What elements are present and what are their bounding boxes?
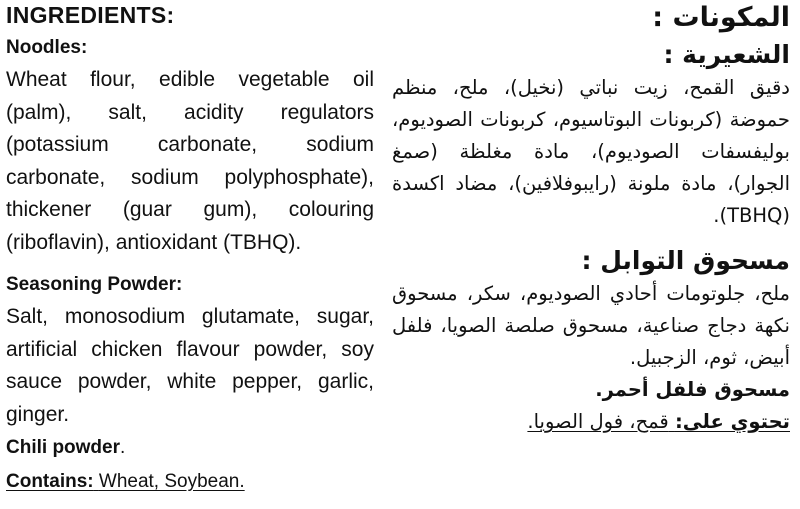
chili-powder-line bbox=[6, 436, 374, 460]
arabic-contains-line bbox=[392, 406, 790, 438]
seasoning-ingredients-text: Salt, monosodium glutamate, sugar, artificial chicken flavour powder, soy sauce powder, white pepper, garlic, ginger. bbox=[6, 305, 374, 426]
arabic-contains-label: تحتوي على: bbox=[674, 410, 790, 433]
seasoning-powder-title: Seasoning Powder: bbox=[6, 274, 183, 295]
arabic-seasoning-title: مسحوق التوابل : bbox=[581, 246, 790, 275]
arabic-noodles-text: دقيق القمح، زيت نباتي (نخيل)، ملح، منظم حموضة (كربونات البوتاسيوم، كربونات الصوديوم، بوليفسفات الصوديوم)، مادة مغلظة (صمغ الجوار)، مادة ملونة (رايبوفلافين)، مضاد اكسدة (TBHQ). bbox=[392, 76, 790, 227]
contains-label: Contains: bbox=[6, 471, 94, 492]
arabic-seasoning-text: ملح، جلوتومات أحادي الصوديوم، سكر، مسحوق نكهة دجاج صناعية، مسحوق صلصة الصويا، فلفل أبيض، ثوم، الزجبيل. bbox=[392, 282, 790, 369]
noodles-ingredients-text: Wheat flour, edible vegetable oil (palm), salt, acidity regulators (potassium carbonate, sodium carbonate, sodium polyphosphate), thickener (guar gum), colouring (riboflavin), antioxidant (TBHQ). bbox=[6, 68, 374, 254]
chili-powder-period: . bbox=[120, 437, 126, 458]
arabic-chili-powder-text: مسحوق فلفل أحمر. bbox=[595, 378, 790, 401]
noodles-title: Noodles: bbox=[6, 37, 88, 58]
arabic-noodles-title: الشعيرية : bbox=[663, 40, 790, 69]
arabic-ingredients-column bbox=[392, 0, 790, 438]
arabic-ingredients-heading: المكونات : bbox=[652, 2, 790, 33]
english-ingredients-column bbox=[6, 0, 374, 494]
contains-line bbox=[6, 470, 374, 494]
chili-powder-title: Chili powder bbox=[6, 437, 120, 458]
ingredients-heading: INGREDIENTS: bbox=[6, 2, 175, 28]
contains-value: Wheat, Soybean. bbox=[98, 471, 245, 492]
arabic-contains-value: قمح، فول الصويا. bbox=[527, 410, 669, 433]
